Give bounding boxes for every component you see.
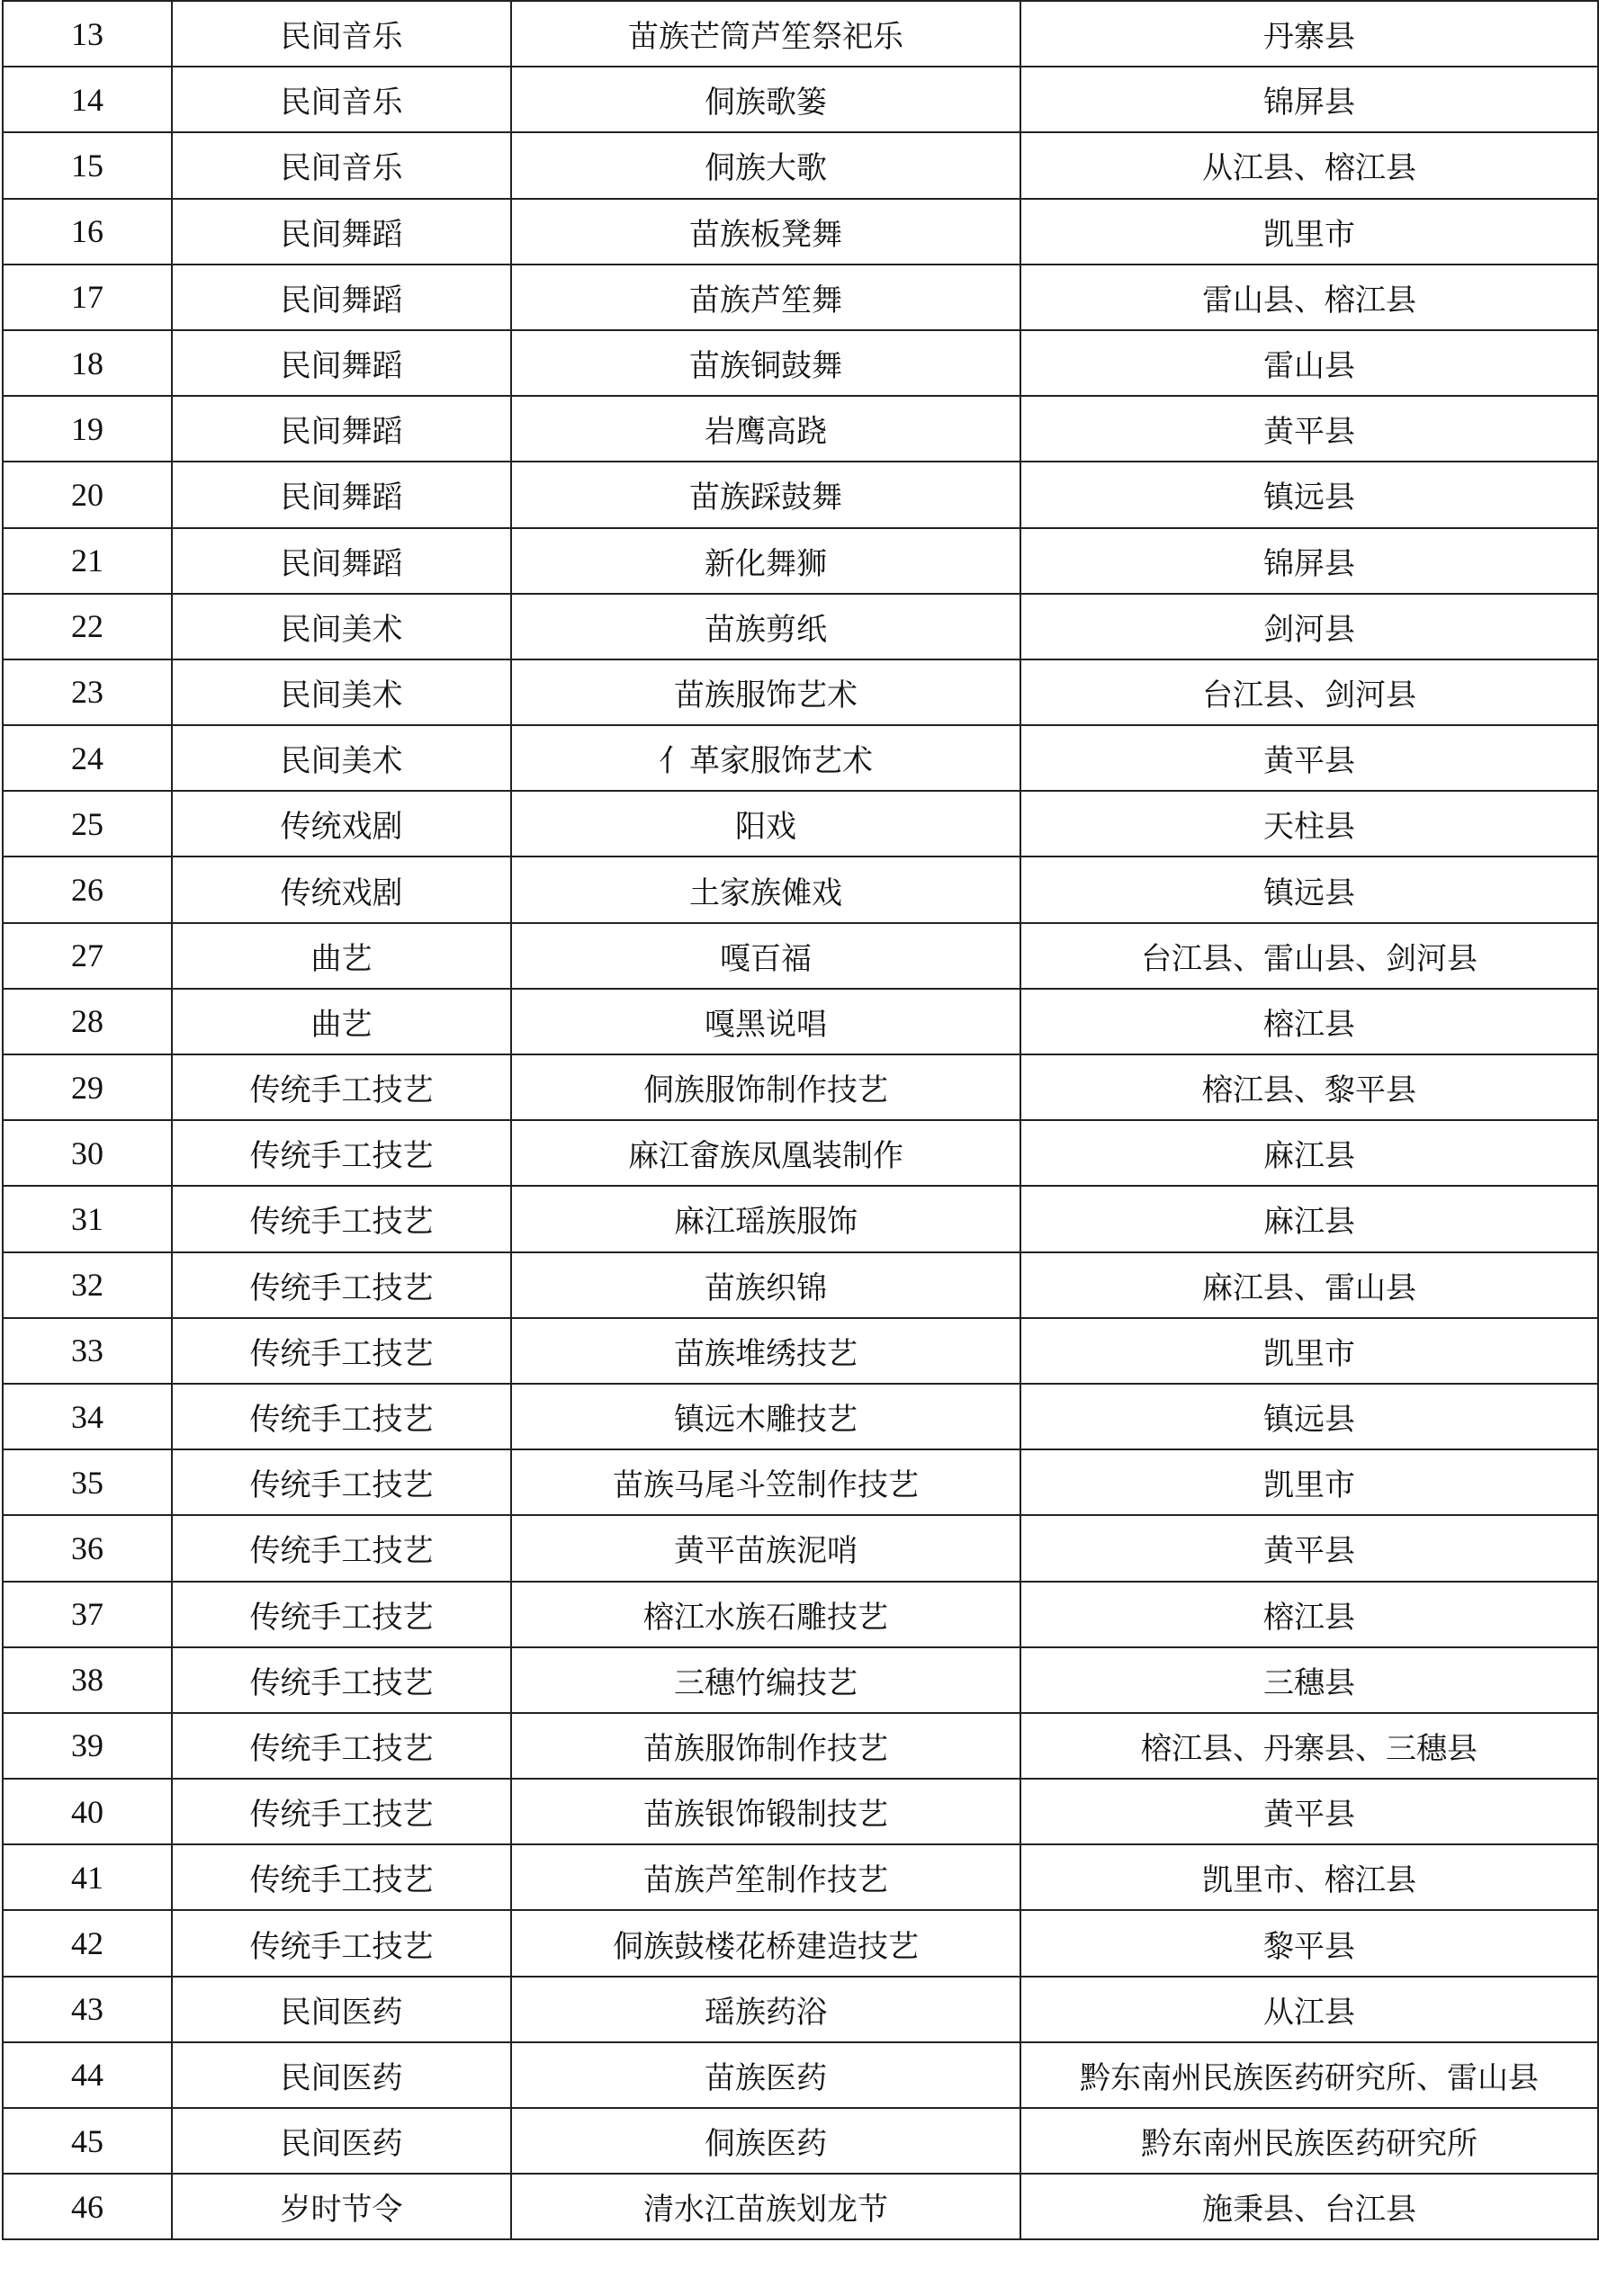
table-row xyxy=(3,1120,1598,1186)
region-cell: 凯里市 xyxy=(1020,1449,1598,1515)
item-name-cell: 侗族服饰制作技艺 xyxy=(511,1054,1020,1120)
row-number-cell: 27 xyxy=(3,923,172,989)
row-number-cell: 33 xyxy=(3,1318,172,1384)
region-cell: 黄平县 xyxy=(1020,1515,1598,1581)
category-cell: 传统戏剧 xyxy=(172,857,511,922)
item-name-cell: 瑶族药浴 xyxy=(511,1977,1020,2042)
region-cell: 黄平县 xyxy=(1020,1779,1598,1844)
table-row xyxy=(3,1186,1598,1251)
item-name-cell: 苗族医药 xyxy=(511,2042,1020,2108)
category-cell: 民间美术 xyxy=(172,659,511,725)
region-cell: 黔东南州民族医药研究所 xyxy=(1020,2108,1598,2174)
region-cell: 锦屏县 xyxy=(1020,67,1598,132)
category-cell: 民间音乐 xyxy=(172,67,511,132)
item-name-cell: 苗族铜鼓舞 xyxy=(511,330,1020,396)
region-cell: 凯里市 xyxy=(1020,199,1598,265)
region-cell: 从江县 xyxy=(1020,1977,1598,2042)
item-name-cell: 镇远木雕技艺 xyxy=(511,1384,1020,1449)
region-cell: 镇远县 xyxy=(1020,462,1598,527)
table-row xyxy=(3,1449,1598,1515)
category-cell: 传统戏剧 xyxy=(172,791,511,857)
region-cell: 榕江县 xyxy=(1020,1582,1598,1647)
row-number-cell: 35 xyxy=(3,1449,172,1515)
category-cell: 传统手工技艺 xyxy=(172,1318,511,1384)
table-row xyxy=(3,2042,1598,2108)
region-cell: 榕江县、丹寨县、三穗县 xyxy=(1020,1713,1598,1779)
table-row xyxy=(3,132,1598,198)
table-row xyxy=(3,528,1598,594)
table-row xyxy=(3,1054,1598,1120)
row-number-cell: 28 xyxy=(3,989,172,1054)
table-row xyxy=(3,396,1598,462)
row-number-cell: 32 xyxy=(3,1252,172,1318)
row-number-cell: 31 xyxy=(3,1186,172,1251)
category-cell: 民间舞蹈 xyxy=(172,265,511,330)
category-cell: 民间医药 xyxy=(172,2042,511,2108)
item-name-cell: 苗族银饰锻制技艺 xyxy=(511,1779,1020,1844)
row-number-cell: 25 xyxy=(3,791,172,857)
row-number-cell: 34 xyxy=(3,1384,172,1449)
row-number-cell: 22 xyxy=(3,594,172,659)
region-cell: 施秉县、台江县 xyxy=(1020,2174,1598,2239)
category-cell: 传统手工技艺 xyxy=(172,1910,511,1976)
category-cell: 岁时节令 xyxy=(172,2174,511,2239)
region-cell: 榕江县 xyxy=(1020,989,1598,1054)
region-cell: 麻江县 xyxy=(1020,1186,1598,1251)
category-cell: 民间美术 xyxy=(172,725,511,791)
table-row xyxy=(3,1844,1598,1910)
region-cell: 榕江县、黎平县 xyxy=(1020,1054,1598,1120)
item-name-cell: 黄平苗族泥哨 xyxy=(511,1515,1020,1581)
region-cell: 黄平县 xyxy=(1020,396,1598,462)
region-cell: 凯里市、榕江县 xyxy=(1020,1844,1598,1910)
row-number-cell: 24 xyxy=(3,725,172,791)
row-number-cell: 38 xyxy=(3,1647,172,1713)
item-name-cell: 清水江苗族划龙节 xyxy=(511,2174,1020,2239)
category-cell: 传统手工技艺 xyxy=(172,1515,511,1581)
category-cell: 传统手工技艺 xyxy=(172,1713,511,1779)
item-name-cell: 侗族大歌 xyxy=(511,132,1020,198)
category-cell: 传统手工技艺 xyxy=(172,1120,511,1186)
heritage-table xyxy=(2,0,1599,2240)
item-name-cell: 侗族鼓楼花桥建造技艺 xyxy=(511,1910,1020,1976)
item-name-cell: 麻江瑶族服饰 xyxy=(511,1186,1020,1251)
row-number-cell: 13 xyxy=(3,1,172,67)
row-number-cell: 43 xyxy=(3,1977,172,2042)
category-cell: 传统手工技艺 xyxy=(172,1647,511,1713)
region-cell: 麻江县 xyxy=(1020,1120,1598,1186)
table-row xyxy=(3,725,1598,791)
table-body xyxy=(3,1,1598,2239)
table-row xyxy=(3,199,1598,265)
category-cell: 传统手工技艺 xyxy=(172,1384,511,1449)
table-row xyxy=(3,1252,1598,1318)
category-cell: 曲艺 xyxy=(172,923,511,989)
region-cell: 丹寨县 xyxy=(1020,1,1598,67)
region-cell: 从江县、榕江县 xyxy=(1020,132,1598,198)
table-row xyxy=(3,462,1598,527)
table-row xyxy=(3,923,1598,989)
item-name-cell: 苗族芦笙舞 xyxy=(511,265,1020,330)
item-name-cell: 苗族堆绣技艺 xyxy=(511,1318,1020,1384)
row-number-cell: 36 xyxy=(3,1515,172,1581)
category-cell: 民间医药 xyxy=(172,2108,511,2174)
table-row xyxy=(3,2174,1598,2239)
table-row xyxy=(3,857,1598,922)
row-number-cell: 17 xyxy=(3,265,172,330)
row-number-cell: 15 xyxy=(3,132,172,198)
item-name-cell: 苗族织锦 xyxy=(511,1252,1020,1318)
table-row xyxy=(3,2108,1598,2174)
item-name-cell: 三穗竹编技艺 xyxy=(511,1647,1020,1713)
category-cell: 传统手工技艺 xyxy=(172,1252,511,1318)
category-cell: 传统手工技艺 xyxy=(172,1779,511,1844)
item-name-cell: 麻江畲族凤凰装制作 xyxy=(511,1120,1020,1186)
category-cell: 民间舞蹈 xyxy=(172,330,511,396)
item-name-cell: 亻革家服饰艺术 xyxy=(511,725,1020,791)
region-cell: 麻江县、雷山县 xyxy=(1020,1252,1598,1318)
table-row xyxy=(3,67,1598,132)
item-name-cell: 榕江水族石雕技艺 xyxy=(511,1582,1020,1647)
item-name-cell: 苗族芒筒芦笙祭祀乐 xyxy=(511,1,1020,67)
category-cell: 传统手工技艺 xyxy=(172,1582,511,1647)
region-cell: 镇远县 xyxy=(1020,857,1598,922)
row-number-cell: 39 xyxy=(3,1713,172,1779)
table-row xyxy=(3,659,1598,725)
table-row xyxy=(3,1318,1598,1384)
table-row xyxy=(3,1977,1598,2042)
item-name-cell: 苗族马尾斗笠制作技艺 xyxy=(511,1449,1020,1515)
row-number-cell: 20 xyxy=(3,462,172,527)
row-number-cell: 29 xyxy=(3,1054,172,1120)
category-cell: 民间舞蹈 xyxy=(172,462,511,527)
row-number-cell: 30 xyxy=(3,1120,172,1186)
row-number-cell: 44 xyxy=(3,2042,172,2108)
item-name-cell: 苗族板凳舞 xyxy=(511,199,1020,265)
category-cell: 民间美术 xyxy=(172,594,511,659)
region-cell: 天柱县 xyxy=(1020,791,1598,857)
item-name-cell: 苗族芦笙制作技艺 xyxy=(511,1844,1020,1910)
item-name-cell: 苗族剪纸 xyxy=(511,594,1020,659)
item-name-cell: 侗族医药 xyxy=(511,2108,1020,2174)
region-cell: 三穗县 xyxy=(1020,1647,1598,1713)
region-cell: 凯里市 xyxy=(1020,1318,1598,1384)
row-number-cell: 40 xyxy=(3,1779,172,1844)
region-cell: 台江县、雷山县、剑河县 xyxy=(1020,923,1598,989)
category-cell: 民间音乐 xyxy=(172,1,511,67)
row-number-cell: 16 xyxy=(3,199,172,265)
table-row xyxy=(3,265,1598,330)
row-number-cell: 41 xyxy=(3,1844,172,1910)
category-cell: 民间舞蹈 xyxy=(172,199,511,265)
row-number-cell: 14 xyxy=(3,67,172,132)
row-number-cell: 42 xyxy=(3,1910,172,1976)
item-name-cell: 阳戏 xyxy=(511,791,1020,857)
row-number-cell: 46 xyxy=(3,2174,172,2239)
region-cell: 台江县、剑河县 xyxy=(1020,659,1598,725)
row-number-cell: 18 xyxy=(3,330,172,396)
category-cell: 曲艺 xyxy=(172,989,511,1054)
category-cell: 传统手工技艺 xyxy=(172,1054,511,1120)
table-row xyxy=(3,1582,1598,1647)
item-name-cell: 岩鹰高跷 xyxy=(511,396,1020,462)
category-cell: 民间舞蹈 xyxy=(172,528,511,594)
table-row xyxy=(3,1515,1598,1581)
region-cell: 锦屏县 xyxy=(1020,528,1598,594)
row-number-cell: 21 xyxy=(3,528,172,594)
category-cell: 传统手工技艺 xyxy=(172,1844,511,1910)
region-cell: 雷山县、榕江县 xyxy=(1020,265,1598,330)
item-name-cell: 苗族踩鼓舞 xyxy=(511,462,1020,527)
category-cell: 民间舞蹈 xyxy=(172,396,511,462)
row-number-cell: 19 xyxy=(3,396,172,462)
region-cell: 雷山县 xyxy=(1020,330,1598,396)
row-number-cell: 45 xyxy=(3,2108,172,2174)
category-cell: 传统手工技艺 xyxy=(172,1186,511,1251)
table-row xyxy=(3,1384,1598,1449)
table-row xyxy=(3,1713,1598,1779)
category-cell: 民间音乐 xyxy=(172,132,511,198)
region-cell: 黄平县 xyxy=(1020,725,1598,791)
table-row xyxy=(3,1910,1598,1976)
row-number-cell: 37 xyxy=(3,1582,172,1647)
item-name-cell: 新化舞狮 xyxy=(511,528,1020,594)
category-cell: 传统手工技艺 xyxy=(172,1449,511,1515)
region-cell: 黔东南州民族医药研究所、雷山县 xyxy=(1020,2042,1598,2108)
region-cell: 镇远县 xyxy=(1020,1384,1598,1449)
table-row xyxy=(3,791,1598,857)
item-name-cell: 嘎百福 xyxy=(511,923,1020,989)
category-cell: 民间医药 xyxy=(172,1977,511,2042)
item-name-cell: 苗族服饰制作技艺 xyxy=(511,1713,1020,1779)
table-row xyxy=(3,1647,1598,1713)
table-row xyxy=(3,330,1598,396)
item-name-cell: 侗族歌篓 xyxy=(511,67,1020,132)
item-name-cell: 嘎黑说唱 xyxy=(511,989,1020,1054)
row-number-cell: 26 xyxy=(3,857,172,922)
region-cell: 剑河县 xyxy=(1020,594,1598,659)
table-row xyxy=(3,1,1598,67)
table-row xyxy=(3,1779,1598,1844)
region-cell: 黎平县 xyxy=(1020,1910,1598,1976)
row-number-cell: 23 xyxy=(3,659,172,725)
item-name-cell: 土家族傩戏 xyxy=(511,857,1020,922)
table-row xyxy=(3,989,1598,1054)
table-row xyxy=(3,594,1598,659)
item-name-cell: 苗族服饰艺术 xyxy=(511,659,1020,725)
